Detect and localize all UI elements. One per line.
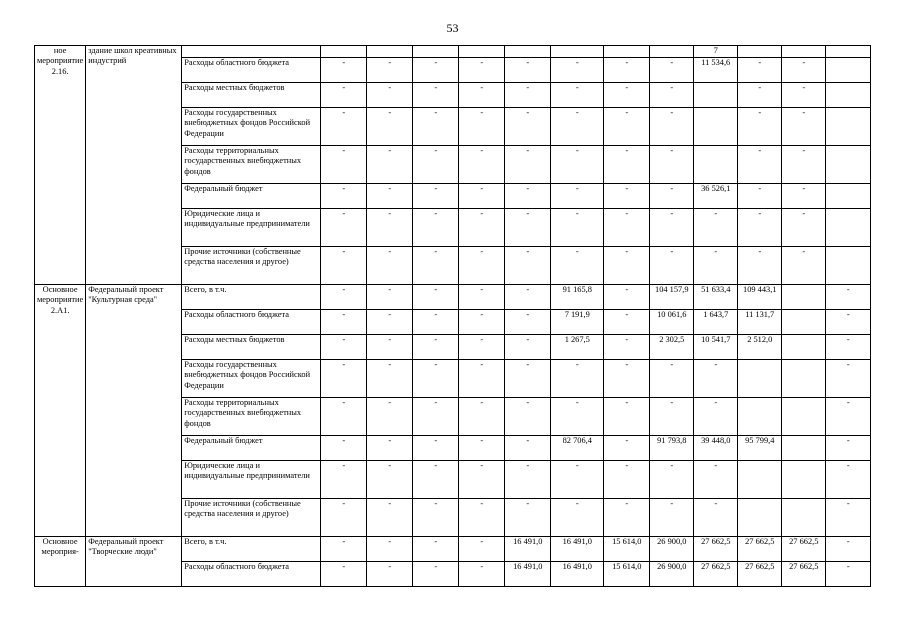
value-cell: - — [694, 398, 738, 436]
value-cell: - — [650, 360, 694, 398]
value-cell: - — [738, 146, 782, 184]
value-cell: 26 900,0 — [650, 562, 694, 587]
value-cell: - — [367, 310, 413, 335]
value-cell: - — [738, 83, 782, 108]
value-cell: 39 448,0 — [694, 436, 738, 461]
value-cell: - — [650, 58, 694, 83]
value-cell — [694, 108, 738, 146]
value-cell — [505, 46, 551, 58]
value-cell: - — [826, 335, 871, 360]
value-cell: - — [459, 285, 505, 310]
value-cell: 91 165,8 — [551, 285, 604, 310]
value-cell: - — [413, 108, 459, 146]
value-cell: - — [459, 247, 505, 285]
value-cell: - — [459, 461, 505, 499]
value-cell — [604, 46, 650, 58]
value-cell: - — [604, 499, 650, 537]
value-cell: - — [694, 461, 738, 499]
value-cell: - — [413, 335, 459, 360]
value-cell: - — [738, 58, 782, 83]
value-cell: - — [321, 537, 367, 562]
value-cell: - — [650, 108, 694, 146]
value-cell: - — [321, 398, 367, 436]
value-cell: - — [782, 83, 826, 108]
value-cell: - — [367, 436, 413, 461]
value-cell: - — [505, 146, 551, 184]
value-cell — [413, 46, 459, 58]
table-row — [35, 46, 871, 58]
value-cell: - — [459, 310, 505, 335]
value-cell: - — [782, 247, 826, 285]
value-cell — [694, 83, 738, 108]
value-cell: - — [459, 108, 505, 146]
value-cell — [738, 360, 782, 398]
value-cell: - — [738, 108, 782, 146]
value-cell: - — [604, 310, 650, 335]
value-cell: 16 491,0 — [505, 562, 551, 587]
value-cell — [738, 398, 782, 436]
value-cell: - — [604, 83, 650, 108]
value-cell: - — [321, 146, 367, 184]
value-cell: - — [505, 335, 551, 360]
value-cell — [826, 58, 871, 83]
source-cell: Федеральный бюджет — [182, 436, 321, 461]
value-cell: - — [413, 184, 459, 209]
value-cell: 16 491,0 — [505, 537, 551, 562]
value-cell: - — [826, 436, 871, 461]
value-cell: - — [505, 310, 551, 335]
value-cell: - — [551, 398, 604, 436]
value-cell: - — [321, 247, 367, 285]
value-cell — [782, 398, 826, 436]
value-cell: - — [505, 360, 551, 398]
value-cell — [782, 499, 826, 537]
source-cell: Расходы государственных внебюджетных фондов Российской Федерации — [182, 108, 321, 146]
value-cell: - — [505, 58, 551, 83]
value-cell: 27 662,5 — [694, 562, 738, 587]
value-cell: - — [413, 562, 459, 587]
value-cell: - — [551, 184, 604, 209]
value-cell: - — [413, 83, 459, 108]
source-cell: Прочие источники (собственные средства населения и другое) — [182, 247, 321, 285]
source-cell: Расходы областного бюджета — [182, 310, 321, 335]
value-cell — [650, 46, 694, 58]
value-cell: - — [505, 398, 551, 436]
value-cell: - — [367, 335, 413, 360]
value-cell: - — [551, 461, 604, 499]
value-cell: - — [551, 360, 604, 398]
value-cell: - — [367, 146, 413, 184]
value-cell: 7 191,9 — [551, 310, 604, 335]
value-cell: - — [413, 499, 459, 537]
value-cell: 10 541,7 — [694, 335, 738, 360]
value-cell: - — [650, 83, 694, 108]
value-cell: 16 491,0 — [551, 537, 604, 562]
value-cell: 91 793,8 — [650, 436, 694, 461]
value-cell: 2 512,0 — [738, 335, 782, 360]
value-cell: - — [694, 209, 738, 247]
value-cell: - — [650, 247, 694, 285]
value-cell: - — [367, 398, 413, 436]
value-cell: - — [551, 83, 604, 108]
table-row — [35, 537, 871, 562]
value-cell — [782, 360, 826, 398]
value-cell: - — [782, 108, 826, 146]
value-cell — [826, 184, 871, 209]
value-cell: 95 799,4 — [738, 436, 782, 461]
value-cell: 7 — [694, 46, 738, 58]
value-cell — [782, 285, 826, 310]
value-cell: 109 443,1 — [738, 285, 782, 310]
value-cell: - — [505, 285, 551, 310]
value-cell: - — [459, 537, 505, 562]
value-cell: - — [826, 310, 871, 335]
source-cell: Расходы территориальных государственных внебюджетных фондов — [182, 146, 321, 184]
value-cell: - — [604, 461, 650, 499]
project-cell: Федеральный проект "Творческие люди" — [86, 537, 182, 587]
budget-table — [34, 45, 871, 587]
value-cell — [367, 46, 413, 58]
value-cell: - — [826, 285, 871, 310]
value-cell — [738, 46, 782, 58]
value-cell — [321, 46, 367, 58]
value-cell: - — [413, 285, 459, 310]
value-cell: 27 662,5 — [782, 537, 826, 562]
value-cell: - — [826, 562, 871, 587]
value-cell: - — [459, 209, 505, 247]
value-cell: - — [367, 461, 413, 499]
source-cell — [182, 46, 321, 58]
value-cell: - — [413, 146, 459, 184]
value-cell: - — [694, 247, 738, 285]
value-cell: - — [321, 461, 367, 499]
value-cell — [826, 146, 871, 184]
value-cell: - — [459, 335, 505, 360]
value-cell: 36 526,1 — [694, 184, 738, 209]
value-cell: - — [413, 310, 459, 335]
value-cell: - — [604, 335, 650, 360]
source-cell: Расходы областного бюджета — [182, 58, 321, 83]
value-cell: - — [459, 360, 505, 398]
value-cell: - — [367, 499, 413, 537]
project-cell: Федеральный проект "Культурная среда" — [86, 285, 182, 537]
value-cell: - — [413, 360, 459, 398]
value-cell: - — [738, 247, 782, 285]
value-cell: - — [367, 285, 413, 310]
value-cell: 27 662,5 — [738, 562, 782, 587]
value-cell: 11 131,7 — [738, 310, 782, 335]
value-cell: - — [604, 58, 650, 83]
value-cell: - — [826, 537, 871, 562]
value-cell: - — [505, 247, 551, 285]
value-cell: - — [826, 398, 871, 436]
source-cell: Всего, в т.ч. — [182, 537, 321, 562]
value-cell: - — [413, 537, 459, 562]
value-cell: - — [650, 461, 694, 499]
value-cell: - — [413, 461, 459, 499]
source-cell: Прочие источники (собственные средства населения и другое) — [182, 499, 321, 537]
value-cell: - — [782, 58, 826, 83]
value-cell: - — [321, 499, 367, 537]
value-cell: - — [321, 83, 367, 108]
value-cell — [551, 46, 604, 58]
value-cell: 26 900,0 — [650, 537, 694, 562]
value-cell: - — [505, 209, 551, 247]
value-cell: - — [367, 184, 413, 209]
value-cell: - — [505, 184, 551, 209]
value-cell: - — [694, 499, 738, 537]
value-cell: - — [459, 146, 505, 184]
source-cell: Всего, в т.ч. — [182, 285, 321, 310]
value-cell — [826, 83, 871, 108]
value-cell: 104 157,9 — [650, 285, 694, 310]
value-cell: - — [551, 108, 604, 146]
value-cell: 1 643,7 — [694, 310, 738, 335]
value-cell: - — [459, 398, 505, 436]
value-cell: 1 267,5 — [551, 335, 604, 360]
value-cell: 27 662,5 — [694, 537, 738, 562]
source-cell: Расходы областного бюджета — [182, 562, 321, 587]
source-cell: Расходы территориальных государственных внебюджетных фондов — [182, 398, 321, 436]
value-cell: - — [459, 58, 505, 83]
value-cell: - — [782, 209, 826, 247]
event-cell: ное мероприятие 2.16. — [35, 46, 86, 285]
value-cell: - — [459, 499, 505, 537]
source-cell: Расходы местных бюджетов — [182, 83, 321, 108]
event-cell: Основное мероприятие 2.А1. — [35, 285, 86, 537]
value-cell: - — [321, 310, 367, 335]
value-cell: - — [367, 562, 413, 587]
value-cell — [826, 46, 871, 58]
value-cell: - — [604, 360, 650, 398]
value-cell: - — [694, 360, 738, 398]
value-cell: - — [413, 58, 459, 83]
value-cell: - — [367, 209, 413, 247]
project-cell: здание школ креативных индустрий — [86, 46, 182, 285]
value-cell: - — [650, 146, 694, 184]
source-cell: Юридические лица и индивидуальные предприниматели — [182, 461, 321, 499]
value-cell: 10 061,6 — [650, 310, 694, 335]
value-cell: - — [505, 108, 551, 146]
source-cell: Юридические лица и индивидуальные предприниматели — [182, 209, 321, 247]
value-cell: - — [459, 83, 505, 108]
source-cell: Расходы государственных внебюджетных фондов Российской Федерации — [182, 360, 321, 398]
value-cell: - — [459, 184, 505, 209]
value-cell: - — [551, 146, 604, 184]
value-cell: 11 534,6 — [694, 58, 738, 83]
value-cell: - — [551, 58, 604, 83]
value-cell: - — [604, 146, 650, 184]
value-cell: - — [551, 209, 604, 247]
value-cell — [782, 310, 826, 335]
value-cell: - — [604, 108, 650, 146]
value-cell: - — [321, 436, 367, 461]
value-cell — [782, 436, 826, 461]
value-cell: - — [738, 184, 782, 209]
value-cell: - — [321, 58, 367, 83]
value-cell: - — [738, 209, 782, 247]
value-cell: - — [321, 209, 367, 247]
value-cell: - — [782, 146, 826, 184]
value-cell: - — [505, 461, 551, 499]
value-cell: - — [505, 83, 551, 108]
value-cell: - — [604, 285, 650, 310]
value-cell: - — [505, 436, 551, 461]
value-cell — [826, 108, 871, 146]
value-cell: 82 706,4 — [551, 436, 604, 461]
value-cell: - — [551, 247, 604, 285]
value-cell: - — [604, 184, 650, 209]
value-cell: - — [826, 461, 871, 499]
value-cell: - — [650, 398, 694, 436]
value-cell: 16 491,0 — [551, 562, 604, 587]
value-cell: - — [367, 58, 413, 83]
value-cell: - — [367, 83, 413, 108]
value-cell: - — [650, 209, 694, 247]
value-cell — [738, 499, 782, 537]
table-row — [35, 285, 871, 310]
value-cell: - — [413, 209, 459, 247]
budget-table-body — [35, 46, 871, 587]
value-cell: 2 302,5 — [650, 335, 694, 360]
value-cell: - — [367, 537, 413, 562]
value-cell: - — [826, 360, 871, 398]
value-cell: - — [826, 499, 871, 537]
value-cell — [782, 46, 826, 58]
value-cell — [738, 461, 782, 499]
page-number: 53 — [446, 21, 459, 35]
value-cell: - — [604, 398, 650, 436]
value-cell: 15 614,0 — [604, 537, 650, 562]
value-cell: - — [551, 499, 604, 537]
value-cell: - — [413, 247, 459, 285]
value-cell: 15 614,0 — [604, 562, 650, 587]
value-cell: - — [321, 562, 367, 587]
source-cell: Расходы местных бюджетов — [182, 335, 321, 360]
value-cell: - — [604, 436, 650, 461]
value-cell — [782, 461, 826, 499]
value-cell: - — [505, 499, 551, 537]
value-cell — [826, 209, 871, 247]
value-cell — [782, 335, 826, 360]
value-cell: - — [321, 335, 367, 360]
value-cell: - — [367, 360, 413, 398]
value-cell: - — [604, 247, 650, 285]
value-cell: - — [650, 499, 694, 537]
source-cell: Федеральный бюджет — [182, 184, 321, 209]
value-cell: 51 633,4 — [694, 285, 738, 310]
value-cell: - — [650, 184, 694, 209]
value-cell: - — [459, 436, 505, 461]
value-cell — [826, 247, 871, 285]
value-cell — [694, 146, 738, 184]
value-cell: - — [413, 398, 459, 436]
event-cell: Основное мероприя- — [35, 537, 86, 587]
value-cell: - — [782, 184, 826, 209]
value-cell: 27 662,5 — [782, 562, 826, 587]
value-cell: - — [367, 108, 413, 146]
value-cell: - — [321, 108, 367, 146]
value-cell: - — [459, 562, 505, 587]
value-cell: - — [321, 285, 367, 310]
value-cell: - — [321, 184, 367, 209]
value-cell — [459, 46, 505, 58]
value-cell: - — [321, 360, 367, 398]
value-cell: 27 662,5 — [738, 537, 782, 562]
value-cell: - — [604, 209, 650, 247]
value-cell: - — [413, 436, 459, 461]
value-cell: - — [367, 247, 413, 285]
